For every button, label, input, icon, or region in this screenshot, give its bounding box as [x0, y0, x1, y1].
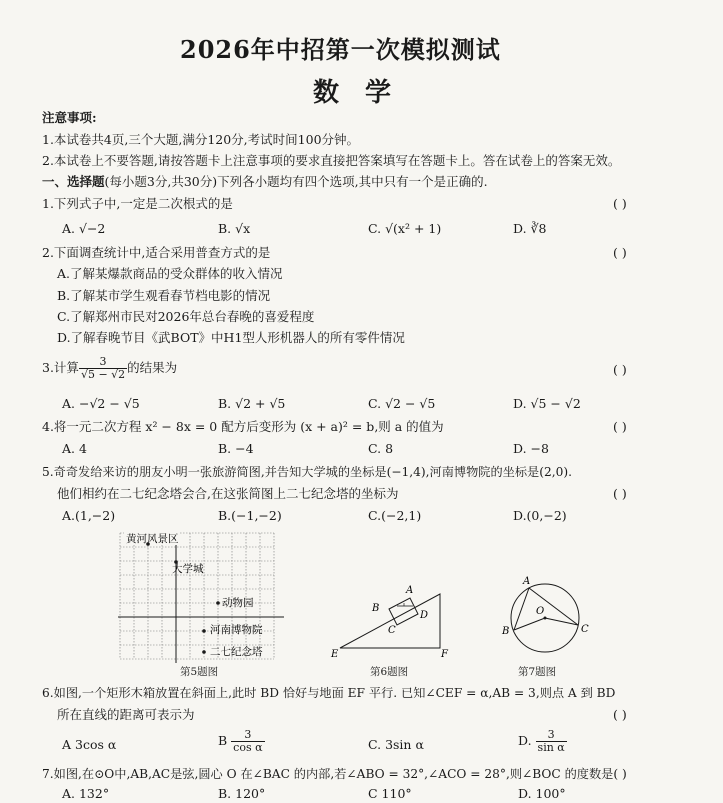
q3-answer-paren: ( ) — [613, 362, 627, 377]
q6-option-b-fraction — [231, 729, 264, 754]
q2-option-c: C.了解郑州市民对2026年总台春晚的喜爱程度 — [57, 309, 315, 324]
figure-6-label-d: D — [420, 610, 429, 621]
figure-7-segment-bo — [514, 618, 545, 630]
q3-stem — [42, 356, 177, 381]
q6-option-d-letter: D. — [518, 733, 532, 748]
q6-option-d-denominator: sin α — [537, 741, 565, 754]
q6-answer-paren: ( ) — [613, 707, 627, 722]
q2-stem: 2.下面调查统计中,适合采用普查方式的是 — [42, 245, 271, 260]
q6-option-b — [218, 729, 265, 754]
figure-5-label-daxuecheng: 大学城 — [172, 563, 204, 575]
figure-7-label-c: C — [581, 624, 589, 635]
figure-7-label-a: A — [523, 576, 531, 587]
figure-6-label-f: F — [441, 649, 448, 660]
q6-option-a: A 3cos α — [62, 737, 117, 752]
q3-numerator: 3 — [79, 356, 127, 369]
figure-5-label-huanghe: 黄河风景区 — [126, 533, 179, 545]
figure-5-map — [118, 530, 288, 665]
q6-option-d — [518, 729, 567, 754]
q7-option-b: B. 120° — [218, 786, 266, 801]
q4-option-c: C. 8 — [368, 441, 394, 456]
q3-option-b: B. √2 + √5 — [218, 396, 286, 411]
q6-stem-line2: 所在直线的距离可表示为 — [57, 707, 195, 722]
q5-stem-line2: 他们相约在二七纪念塔会合,在这张简图上二七纪念塔的坐标为 — [57, 486, 399, 501]
figure-7 — [495, 570, 595, 662]
figure-6-label-a: A — [406, 585, 414, 596]
figure-5-label-erqi: 二七纪念塔 — [210, 646, 263, 658]
figure-6-label-c: C — [388, 625, 396, 636]
q6-option-d-numerator: 3 — [536, 729, 567, 742]
q5-option-c: C.(−2,1) — [368, 508, 422, 523]
figure-6-slope — [340, 594, 440, 648]
exam-title: 2026年中招第一次模拟测试 — [180, 35, 501, 64]
figure-5-point-zoo — [216, 601, 220, 605]
q3-denominator: √5 − √2 — [80, 368, 126, 381]
q2-option-a: A.了解某爆款商品的受众群体的收入情况 — [57, 266, 283, 281]
figure-5-label-zoo: 动物园 — [222, 597, 254, 609]
section-title: 一、选择题 — [42, 174, 105, 189]
q5-answer-paren: ( ) — [613, 486, 627, 501]
q1-option-a: A. √−2 — [62, 221, 106, 236]
figure-6-box — [389, 598, 418, 625]
q2-option-d: D.了解春晚节目《武BOT》中H1型人形机器人的所有零件情况 — [57, 330, 405, 345]
q5-option-d: D.(0,−2) — [513, 508, 567, 523]
figure-5 — [118, 530, 288, 665]
figure-5-grid — [120, 533, 274, 659]
q3-option-d: D. √5 − √2 — [513, 396, 581, 411]
q4-option-d: D. −8 — [513, 441, 549, 456]
subject-title: 数学 — [313, 78, 418, 108]
q6-option-b-denominator: cos α — [233, 741, 263, 754]
figure-5-label-museum: 河南博物院 — [210, 624, 263, 636]
q6-option-c: C. 3sin α — [368, 737, 424, 752]
q3-stem-a: 3.计算 — [42, 360, 79, 375]
section-heading — [42, 174, 488, 190]
q3-fraction — [79, 356, 127, 381]
q2-answer-paren: ( ) — [613, 245, 627, 260]
section-desc: (每小题3分,共30分)下列各小题均有四个选项,其中只有一个是正确的. — [104, 174, 488, 189]
q3-stem-b: 的结果为 — [127, 360, 178, 375]
q6-stem-line1: 6.如图,一个矩形木箱放置在斜面上,此时 BD 恰好与地面 EF 平行. 已知∠CEF = α,AB = 3,则点 A 到 BD — [42, 686, 616, 700]
q4-option-b: B. −4 — [218, 441, 254, 456]
q5-option-a: A.(1,−2) — [62, 508, 116, 523]
notice-item-1: 1.本试卷共4页,三个大题,满分120分,考试时间100分钟。 — [42, 132, 360, 147]
notice-heading: 注意事项: — [42, 110, 97, 125]
q5-stem-line1: 5.奇奇发给来访的朋友小明一张旅游简图,并告知大学城的坐标是(−1,4),河南博物院的坐标是(2,0). — [42, 465, 572, 479]
figure-7-label-b: B — [502, 626, 510, 637]
q1-option-b: B. √x — [218, 221, 251, 236]
q1-option-c: C. √(x² + 1) — [368, 221, 442, 236]
q7-option-d: D. 100° — [518, 786, 566, 801]
q2-option-b: B.了解某市学生观看春节档电影的情况 — [57, 288, 271, 303]
figure-5-caption: 第5题图 — [180, 666, 219, 678]
q7-option-c: C 110° — [368, 786, 412, 801]
figure-6 — [328, 578, 458, 660]
q6-option-d-fraction — [536, 729, 567, 754]
notice-item-2: 2.本试卷上不要答题,请按答题卡上注意事项的要求直接把答案填写在答题卡上。答在试卷上的答案无效。 — [42, 153, 621, 168]
figure-7-label-o: O — [536, 606, 545, 617]
q5-option-b: B.(−1,−2) — [218, 508, 282, 523]
q3-option-a: A. −√2 − √5 — [62, 396, 140, 411]
figure-6-label-b: B — [372, 603, 380, 614]
figure-7-chord-ab — [514, 588, 529, 630]
q3-option-c: C. √2 − √5 — [368, 396, 436, 411]
q1-stem: 1.下列式子中,一定是二次根式的是 — [42, 196, 233, 211]
q1-option-d: D. ∛8 — [513, 221, 547, 236]
figure-6-label-e: E — [331, 649, 339, 660]
figure-6-caption: 第6题图 — [370, 666, 409, 678]
q7-option-a: A. 132° — [62, 786, 110, 801]
q6-option-b-numerator: 3 — [231, 729, 264, 742]
figure-7-caption: 第7题图 — [518, 666, 557, 678]
q4-option-a: A. 4 — [62, 441, 87, 456]
q4-answer-paren: ( ) — [613, 419, 627, 434]
figure-5-point-erqi — [202, 650, 206, 654]
q1-answer-paren: ( ) — [613, 196, 627, 211]
q6-option-b-letter: B — [218, 733, 228, 748]
figure-5-point-museum — [202, 629, 206, 633]
q7-stem: 7.如图,在⊙O中,AB,AC是弦,圆心 O 在∠BAC 的内部,若∠ABO = 32°,∠ACO = 28°,则∠BOC 的度数是( ) — [42, 767, 627, 781]
q4-stem: 4.将一元二次方程 x² − 8x = 0 配方后变形为 (x + a)² = b,则 a 的值为 — [42, 419, 444, 434]
